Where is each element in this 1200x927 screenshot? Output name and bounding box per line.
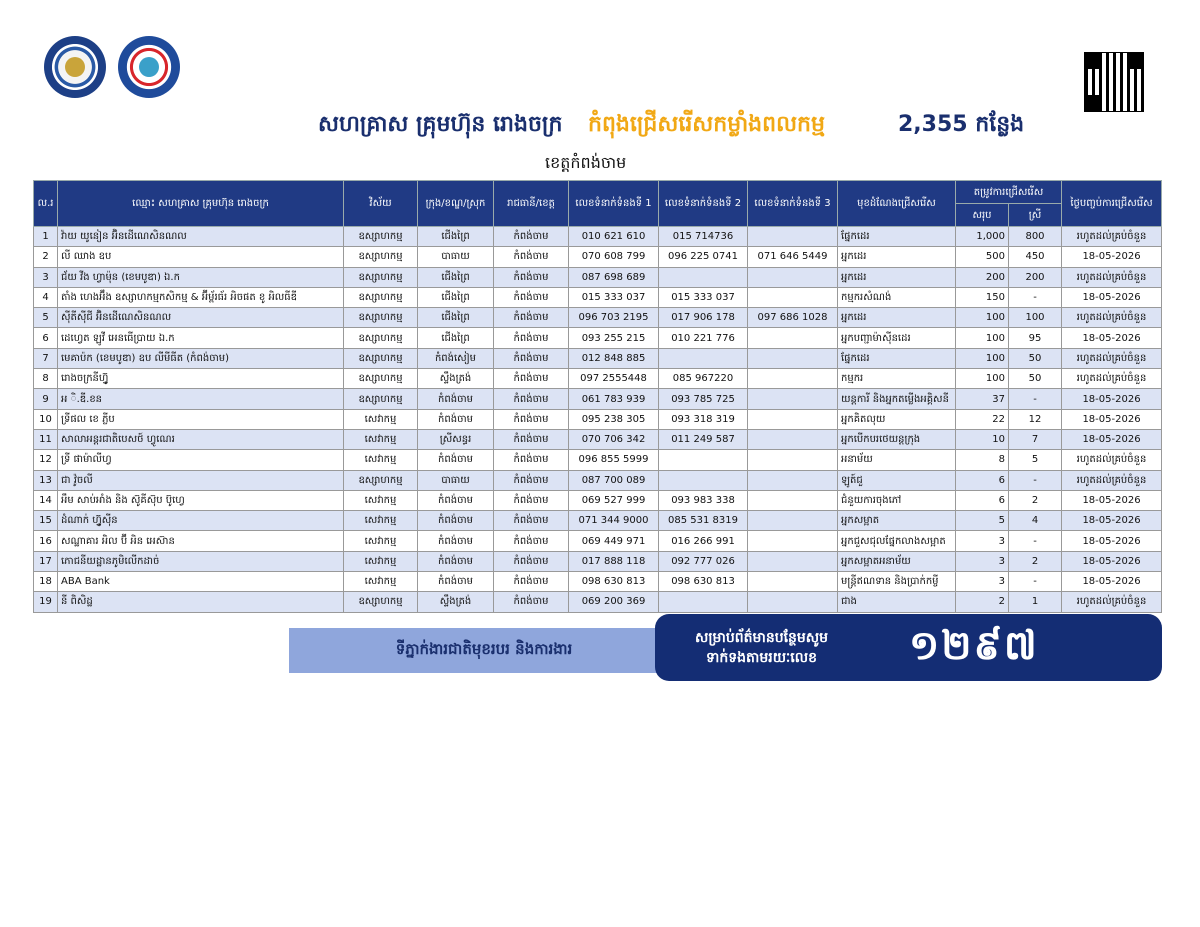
cell-female: 1 xyxy=(1009,592,1062,612)
cell-district: កំពង់ចាម xyxy=(418,551,494,571)
cell-female: 95 xyxy=(1009,328,1062,348)
cell-no: 4 xyxy=(34,287,58,307)
cell-province: កំពង់ចាម xyxy=(494,287,569,307)
cell-district: កំពង់ចាម xyxy=(418,511,494,531)
cell-company: មេគាប៉ក (ខេមបូឌា) ឧប លីមីធីត (កំពង់ចាម) xyxy=(58,348,344,368)
cell-deadline: 18-05-2026 xyxy=(1062,572,1162,592)
qr-code xyxy=(1084,52,1144,112)
cell-phone1: 015 333 037 xyxy=(569,287,659,307)
cell-deadline: 18-05-2026 xyxy=(1062,389,1162,409)
cell-district: ស្ទឹងត្រង់ xyxy=(418,592,494,612)
cell-phone1: 012 848 885 xyxy=(569,348,659,368)
cell-position: ឡូត៍ជួ xyxy=(838,470,956,490)
cell-no: 18 xyxy=(34,572,58,592)
cell-phone1: 069 200 369 xyxy=(569,592,659,612)
cell-female: 200 xyxy=(1009,267,1062,287)
cell-deadline: 18-05-2026 xyxy=(1062,551,1162,571)
cell-total: 6 xyxy=(956,490,1009,510)
cell-total: 3 xyxy=(956,531,1009,551)
cell-district: បាធាយ xyxy=(418,470,494,490)
jobs-table xyxy=(33,180,1162,613)
cell-total: 6 xyxy=(956,470,1009,490)
cell-female: 100 xyxy=(1009,308,1062,328)
table-row xyxy=(34,470,1162,490)
cell-phone1: 087 700 089 xyxy=(569,470,659,490)
cell-phone1: 070 706 342 xyxy=(569,429,659,449)
cell-total: 500 xyxy=(956,247,1009,267)
cell-phone1: 070 608 799 xyxy=(569,247,659,267)
cell-phone2: 085 967220 xyxy=(659,369,748,389)
cell-phone3 xyxy=(748,328,838,348)
cell-phone3: 097 686 1028 xyxy=(748,308,838,328)
cell-total: 2 xyxy=(956,592,1009,612)
cell-phone3 xyxy=(748,470,838,490)
ministry-logo xyxy=(44,36,106,98)
cell-company: ស៊ីតីស៊ីជី អ៊ិនដើណេសិនណល xyxy=(58,308,344,328)
cell-province: កំពង់ចាម xyxy=(494,450,569,470)
cell-no: 12 xyxy=(34,450,58,470)
col-phone2: លេខទំនាក់ទំនងទី 2 xyxy=(659,181,748,227)
cell-deadline: 18-05-2026 xyxy=(1062,247,1162,267)
cell-total: 100 xyxy=(956,328,1009,348)
cell-phone3 xyxy=(748,227,838,247)
cell-female: 50 xyxy=(1009,369,1062,389)
cell-phone2 xyxy=(659,450,748,470)
cell-district: កំពង់ចាម xyxy=(418,409,494,429)
cell-phone1: 097 2555448 xyxy=(569,369,659,389)
cell-position: អ្នកជួសជុលផ្នែកលាងសម្អាត xyxy=(838,531,956,551)
cell-deadline: 18-05-2026 xyxy=(1062,490,1162,510)
cell-female: 2 xyxy=(1009,551,1062,571)
cell-position: ផ្នែកដេរ xyxy=(838,227,956,247)
cell-province: កំពង់ចាម xyxy=(494,369,569,389)
cell-deadline: រហូតដល់គ្រប់ចំនួន xyxy=(1062,227,1162,247)
cell-sector: ឧស្សាហកម្ម xyxy=(344,389,418,409)
table-row xyxy=(34,592,1162,612)
cell-position: មន្ត្រីឥណទាន និងប្រាក់កម្ចី xyxy=(838,572,956,592)
cell-phone3 xyxy=(748,348,838,368)
cell-company: ជា វ៉ូចលី xyxy=(58,470,344,490)
cell-phone3 xyxy=(748,429,838,449)
cell-district: កំពង់ចាម xyxy=(418,531,494,551)
cell-company: លី ឈាង ឧប xyxy=(58,247,344,267)
cell-no: 7 xyxy=(34,348,58,368)
cell-phone2: 093 983 338 xyxy=(659,490,748,510)
cell-female: 450 xyxy=(1009,247,1062,267)
cell-province: កំពង់ចាម xyxy=(494,409,569,429)
cell-province: កំពង់ចាម xyxy=(494,328,569,348)
table-row xyxy=(34,227,1162,247)
cell-company: ទ្រី ផាម៉ាលីហ្វ xyxy=(58,450,344,470)
cell-no: 5 xyxy=(34,308,58,328)
cell-total: 200 xyxy=(956,267,1009,287)
cell-no: 17 xyxy=(34,551,58,571)
cell-sector: សេវាកម្ម xyxy=(344,450,418,470)
cell-company: វ៉ាយ យូនៀន អ៊ិនដើណេសិនណល xyxy=(58,227,344,247)
cell-female: - xyxy=(1009,572,1062,592)
cell-phone3 xyxy=(748,267,838,287)
cell-total: 100 xyxy=(956,369,1009,389)
cell-company: សណ្ឋាគារ អិល ប៊ី អិន អេស៊ាន xyxy=(58,531,344,551)
cell-phone2: 017 906 178 xyxy=(659,308,748,328)
cell-female: 12 xyxy=(1009,409,1062,429)
cell-company: សាលាអន្តរជាតិបេសថ៍ ហ្វូណេរ xyxy=(58,429,344,449)
cell-no: 8 xyxy=(34,369,58,389)
cell-phone2: 098 630 813 xyxy=(659,572,748,592)
cell-phone1: 071 344 9000 xyxy=(569,511,659,531)
cell-total: 10 xyxy=(956,429,1009,449)
cell-position: អ្នកបញ្ជាម៉ាស៊ីនដេរ xyxy=(838,328,956,348)
cell-no: 1 xyxy=(34,227,58,247)
cell-company: ដេហ្វេត ឡូវី អេនធើប្រាយ ឯ.ក xyxy=(58,328,344,348)
table-row xyxy=(34,389,1162,409)
cell-phone2: 096 225 0741 xyxy=(659,247,748,267)
cell-phone3 xyxy=(748,531,838,551)
table-row xyxy=(34,572,1162,592)
table-row xyxy=(34,348,1162,368)
cell-district: ជើងព្រៃ xyxy=(418,308,494,328)
cell-phone2 xyxy=(659,267,748,287)
col-district: ក្រុង/ខណ្ឌ/ស្រុក xyxy=(418,181,494,227)
cell-company: អ ិ.ឌី.ខន xyxy=(58,389,344,409)
col-phone1: លេខទំនាក់ទំនងទី 1 xyxy=(569,181,659,227)
cell-deadline: 18-05-2026 xyxy=(1062,409,1162,429)
cell-female: - xyxy=(1009,287,1062,307)
cell-sector: ឧស្សាហកម្ម xyxy=(344,328,418,348)
cell-company: ទ្រីផល ខេ ភ្លីប xyxy=(58,409,344,429)
cell-phone3 xyxy=(748,551,838,571)
cell-female: 7 xyxy=(1009,429,1062,449)
cell-total: 100 xyxy=(956,348,1009,368)
cell-company: ជ័យ វីង ហ្វាម៉ុន (ខេមបូឌា) ឯ.ក xyxy=(58,267,344,287)
cell-total: 3 xyxy=(956,572,1009,592)
cell-total: 5 xyxy=(956,511,1009,531)
cell-position: ផ្នែកដេរ xyxy=(838,348,956,368)
cell-total: 8 xyxy=(956,450,1009,470)
col-need: តម្រូវការជ្រើសរើស xyxy=(956,181,1062,204)
cell-phone3 xyxy=(748,490,838,510)
cell-deadline: រហូតដល់គ្រប់ចំនួន xyxy=(1062,592,1162,612)
cell-no: 19 xyxy=(34,592,58,612)
cell-female: - xyxy=(1009,389,1062,409)
cell-total: 150 xyxy=(956,287,1009,307)
cell-phone2: 092 777 026 xyxy=(659,551,748,571)
cell-phone3 xyxy=(748,572,838,592)
cell-district: កំពង់ចាម xyxy=(418,450,494,470)
cell-province: កំពង់ចាម xyxy=(494,227,569,247)
cell-sector: ឧស្សាហកម្ម xyxy=(344,369,418,389)
cell-district: ជើងព្រៃ xyxy=(418,287,494,307)
cell-female: 800 xyxy=(1009,227,1062,247)
cell-position: អនាម័យ xyxy=(838,450,956,470)
cell-position: អ្នកដេរ xyxy=(838,308,956,328)
agency-banner xyxy=(289,628,679,673)
cell-female: 50 xyxy=(1009,348,1062,368)
cell-phone3 xyxy=(748,409,838,429)
cell-company: អឹម សាប់អាំង និង ស៊ូគីស៊ុប ប៊ូហ្វេ xyxy=(58,490,344,510)
cell-deadline: 18-05-2026 xyxy=(1062,429,1162,449)
cell-sector: ឧស្សាហកម្ម xyxy=(344,592,418,612)
cell-total: 37 xyxy=(956,389,1009,409)
cell-province: កំពង់ចាម xyxy=(494,511,569,531)
cell-no: 9 xyxy=(34,389,58,409)
table-row xyxy=(34,511,1162,531)
table-row xyxy=(34,267,1162,287)
cell-position: ជំនួយការចុងភៅ xyxy=(838,490,956,510)
cell-company: ដំណាក់ ហ្វ៊ូស៊ីន xyxy=(58,511,344,531)
col-company: ឈ្មោះ សហគ្រាស គ្រុមហ៊ុន រោងចក្រ xyxy=(58,181,344,227)
cell-no: 3 xyxy=(34,267,58,287)
cell-position: កម្មករសំណង់ xyxy=(838,287,956,307)
cell-sector: សេវាកម្ម xyxy=(344,429,418,449)
cell-phone2: 015 714736 xyxy=(659,227,748,247)
cell-position: ជាង xyxy=(838,592,956,612)
cell-phone2: 093 785 725 xyxy=(659,389,748,409)
cell-sector: សេវាកម្ម xyxy=(344,511,418,531)
cell-phone1: 093 255 215 xyxy=(569,328,659,348)
cell-phone3: 071 646 5449 xyxy=(748,247,838,267)
cell-sector: ឧស្សាហកម្ម xyxy=(344,267,418,287)
page-title xyxy=(0,108,1200,142)
hotline-text xyxy=(695,628,828,668)
cell-province: កំពង់ចាម xyxy=(494,429,569,449)
col-position: មុខដំណែងជ្រើសរើស xyxy=(838,181,956,227)
cell-district: ជើងព្រៃ xyxy=(418,328,494,348)
cell-province: កំពង់ចាម xyxy=(494,267,569,287)
cell-deadline: រហូតដល់គ្រប់ចំនួន xyxy=(1062,308,1162,328)
cell-total: 22 xyxy=(956,409,1009,429)
cell-district: កំពង់ចាម xyxy=(418,572,494,592)
cell-phone1: 017 888 118 xyxy=(569,551,659,571)
cell-position: អ្នកគិតលុយ xyxy=(838,409,956,429)
cell-district: ស្ទឹងត្រង់ xyxy=(418,369,494,389)
cell-female: 5 xyxy=(1009,450,1062,470)
cell-no: 2 xyxy=(34,247,58,267)
cell-deadline: 18-05-2026 xyxy=(1062,328,1162,348)
cell-sector: ឧស្សាហកម្ម xyxy=(344,247,418,267)
cell-sector: សេវាកម្ម xyxy=(344,490,418,510)
col-sector: វិស័យ xyxy=(344,181,418,227)
cell-phone2 xyxy=(659,348,748,368)
cell-female: 2 xyxy=(1009,490,1062,510)
cell-phone2: 010 221 776 xyxy=(659,328,748,348)
cell-district: បាធាយ xyxy=(418,247,494,267)
title-recruiting: កំពុងជ្រើសរើសកម្លាំងពលកម្ម xyxy=(588,112,825,137)
cell-phone2: 085 531 8319 xyxy=(659,511,748,531)
cell-district: កំពង់សៀម xyxy=(418,348,494,368)
cell-total: 3 xyxy=(956,551,1009,571)
cell-no: 6 xyxy=(34,328,58,348)
table-row xyxy=(34,369,1162,389)
table-row xyxy=(34,450,1162,470)
cell-phone3 xyxy=(748,511,838,531)
cell-phone1: 069 527 999 xyxy=(569,490,659,510)
cell-sector: ឧស្សាហកម្ម xyxy=(344,348,418,368)
cell-sector: ឧស្សាហកម្ម xyxy=(344,470,418,490)
cell-province: កំពង់ចាម xyxy=(494,490,569,510)
cell-total: 1,000 xyxy=(956,227,1009,247)
cell-position: កម្មករ xyxy=(838,369,956,389)
cell-female: 4 xyxy=(1009,511,1062,531)
cell-phone1: 095 238 305 xyxy=(569,409,659,429)
cell-district: ជើងព្រៃ xyxy=(418,227,494,247)
cell-district: ស្រីសន្ធរ xyxy=(418,429,494,449)
cell-deadline: 18-05-2026 xyxy=(1062,531,1162,551)
cell-sector: ឧស្សាហកម្ម xyxy=(344,308,418,328)
table-row xyxy=(34,328,1162,348)
cell-no: 16 xyxy=(34,531,58,551)
table-row xyxy=(34,429,1162,449)
cell-deadline: រហូតដល់គ្រប់ចំនួន xyxy=(1062,267,1162,287)
cell-phone2 xyxy=(659,470,748,490)
cell-sector: សេវាកម្ម xyxy=(344,551,418,571)
cell-phone2 xyxy=(659,592,748,612)
col-deadline: ថ្ងៃបញ្ចប់ការជ្រើសរើស xyxy=(1062,181,1162,227)
cell-position: អ្នកដេរ xyxy=(838,267,956,287)
cell-no: 14 xyxy=(34,490,58,510)
cell-position: យន្តការី និងអ្នកតម្លើងអគ្គិសនី xyxy=(838,389,956,409)
cell-district: កំពង់ចាម xyxy=(418,490,494,510)
cell-no: 11 xyxy=(34,429,58,449)
cell-sector: ឧស្សាហកម្ម xyxy=(344,287,418,307)
province-label: ខេត្តកំពង់ចាម xyxy=(545,153,627,172)
cell-phone3 xyxy=(748,450,838,470)
title-companies: សហគ្រាស គ្រុមហ៊ុន រោងចក្រ xyxy=(318,112,563,137)
cell-female: - xyxy=(1009,470,1062,490)
cell-total: 100 xyxy=(956,308,1009,328)
col-phone3: លេខទំនាក់ទំនងទី 3 xyxy=(748,181,838,227)
cell-position: អ្នកដេរ xyxy=(838,247,956,267)
hotline-number: ១២៩៧ xyxy=(909,623,1039,669)
cell-deadline: 18-05-2026 xyxy=(1062,287,1162,307)
cell-no: 13 xyxy=(34,470,58,490)
table-row xyxy=(34,531,1162,551)
table-row xyxy=(34,308,1162,328)
cell-deadline: 18-05-2026 xyxy=(1062,511,1162,531)
cell-phone2: 093 318 319 xyxy=(659,409,748,429)
table-row xyxy=(34,287,1162,307)
cell-company: តាំង ហេងអ៊ឹង ឧស្សាហកម្មកសិកម្ម & អ៊ីម្ព័រធ័រ អិចផត ខូ អិលធីឌី xyxy=(58,287,344,307)
cell-province: កំពង់ចាម xyxy=(494,551,569,571)
cell-phone2: 016 266 991 xyxy=(659,531,748,551)
cell-phone1: 096 703 2195 xyxy=(569,308,659,328)
cell-company: ABA Bank xyxy=(58,572,344,592)
cell-district: ជើងព្រៃ xyxy=(418,267,494,287)
col-total: សរុប xyxy=(956,204,1009,227)
cell-province: កំពង់ចាម xyxy=(494,592,569,612)
table-row xyxy=(34,551,1162,571)
cell-phone2: 015 333 037 xyxy=(659,287,748,307)
cell-company: រោងចក្រនីហ្វ៊ូ xyxy=(58,369,344,389)
cell-phone1: 096 855 5999 xyxy=(569,450,659,470)
cell-deadline: រហូតដល់គ្រប់ចំនួន xyxy=(1062,369,1162,389)
cell-sector: សេវាកម្ម xyxy=(344,572,418,592)
table-row xyxy=(34,247,1162,267)
cell-company: ភោជនីយដ្ឋានភូមិលើកដាច់ xyxy=(58,551,344,571)
cell-position: អ្នកបើកបរថេយន្តក្រុង xyxy=(838,429,956,449)
col-female: ស្រី xyxy=(1009,204,1062,227)
cell-province: កំពង់ចាម xyxy=(494,389,569,409)
cell-phone1: 010 621 610 xyxy=(569,227,659,247)
cell-province: កំពង់ចាម xyxy=(494,308,569,328)
cell-phone3 xyxy=(748,287,838,307)
agency-name: ទីភ្នាក់ងារជាតិមុខរបរ និងការងារ xyxy=(395,639,573,658)
hotline-banner xyxy=(655,614,1162,681)
cell-no: 10 xyxy=(34,409,58,429)
cell-phone1: 087 698 689 xyxy=(569,267,659,287)
cell-province: កំពង់ចាម xyxy=(494,470,569,490)
cell-no: 15 xyxy=(34,511,58,531)
table-row xyxy=(34,490,1162,510)
cell-phone1: 098 630 813 xyxy=(569,572,659,592)
cell-deadline: រហូតដល់គ្រប់ចំនួន xyxy=(1062,450,1162,470)
cell-phone3 xyxy=(748,592,838,612)
cell-sector: ឧស្សាហកម្ម xyxy=(344,227,418,247)
nea-logo xyxy=(118,36,180,98)
hotline-text-line1: សម្រាប់ព័ត៌មានបន្ថែមសូម xyxy=(695,630,829,646)
cell-phone1: 069 449 971 xyxy=(569,531,659,551)
cell-position: អ្នកសម្អាតអនាម័យ xyxy=(838,551,956,571)
table-body xyxy=(34,227,1162,613)
cell-province: កំពង់ចាម xyxy=(494,531,569,551)
cell-district: កំពង់ចាម xyxy=(418,389,494,409)
cell-company: នី ពិសិដ្ឋ xyxy=(58,592,344,612)
col-province: រាជធានី/ខេត្ត xyxy=(494,181,569,227)
cell-female: - xyxy=(1009,531,1062,551)
cell-deadline: រហូតដល់គ្រប់ចំនួន xyxy=(1062,348,1162,368)
cell-province: កំពង់ចាម xyxy=(494,348,569,368)
cell-sector: សេវាកម្ម xyxy=(344,409,418,429)
cell-phone3 xyxy=(748,369,838,389)
cell-phone1: 061 783 939 xyxy=(569,389,659,409)
cell-phone2: 011 249 587 xyxy=(659,429,748,449)
cell-province: កំពង់ចាម xyxy=(494,247,569,267)
cell-province: កំពង់ចាម xyxy=(494,572,569,592)
table-row xyxy=(34,409,1162,429)
cell-sector: សេវាកម្ម xyxy=(344,531,418,551)
col-no: ល.រ xyxy=(34,181,58,227)
cell-position: អ្នកសម្អាត xyxy=(838,511,956,531)
title-total-positions: 2,355 កន្លែង xyxy=(898,112,1025,137)
cell-deadline: រហូតដល់គ្រប់ចំនួន xyxy=(1062,470,1162,490)
cell-phone3 xyxy=(748,389,838,409)
table-header xyxy=(34,181,1162,227)
hotline-text-line2: ទាក់ទងតាមរយៈលេខ xyxy=(706,650,817,666)
